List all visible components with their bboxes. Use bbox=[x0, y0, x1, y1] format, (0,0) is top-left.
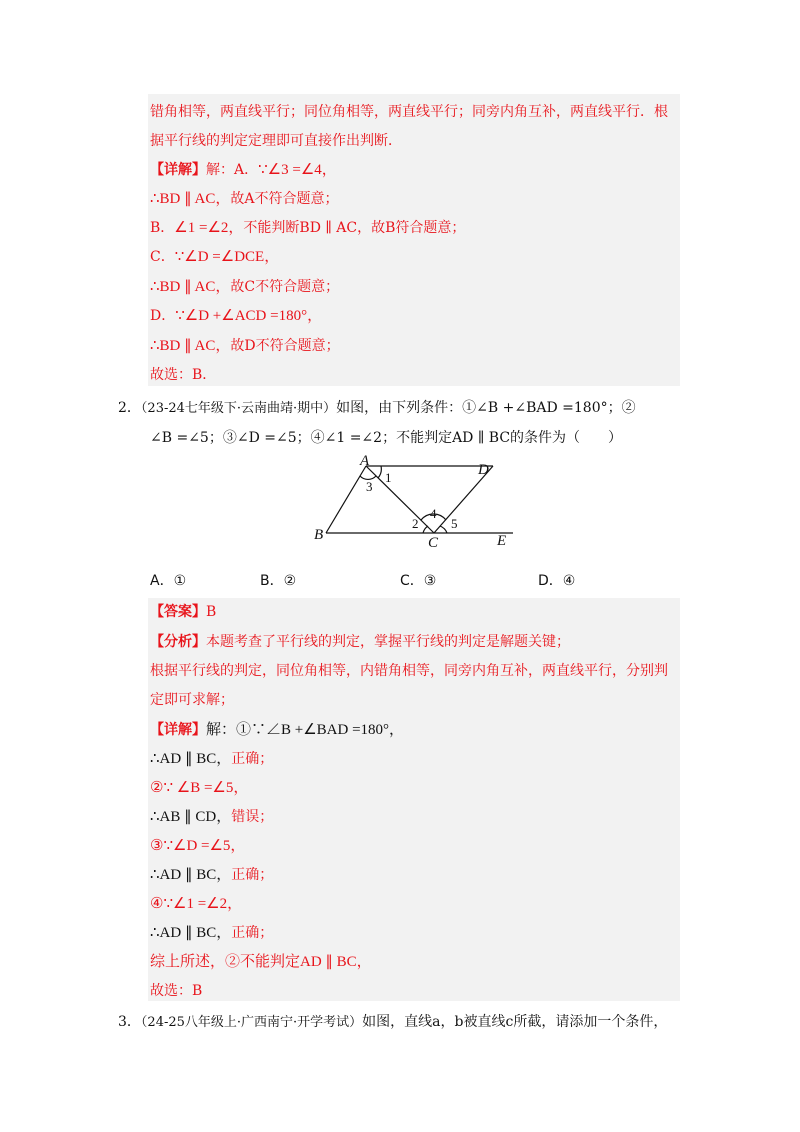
label-2: 2 bbox=[412, 516, 419, 531]
q2-conclusion-3: ∴AD ∥ BC，正确； bbox=[150, 867, 274, 883]
q2-source: （23-24七年级下·云南曲靖·期中） bbox=[140, 401, 337, 416]
label-5: 5 bbox=[451, 516, 458, 531]
q2-detail-2: ②∵ ∠B =∠5， bbox=[150, 780, 249, 796]
q2-number: 2． bbox=[118, 400, 141, 416]
q2-analysis-line-1: 【分析】本题考查了平行线的判定，掌握平行线的判定是解题关键； bbox=[150, 634, 570, 650]
label-A: A bbox=[360, 453, 370, 469]
q3-source: （24-25八年级上·广西南宁·开学考试） bbox=[140, 1015, 363, 1030]
q1-c-conclusion: ∴BD ∥ AC，故C不符合题意； bbox=[150, 279, 340, 295]
q2-stem-line-2: ∠B =∠5；③∠D =∠5；④∠1 =∠2；不能判定AD ∥ BC的条件为（ ） bbox=[150, 430, 623, 446]
q1-d-conclusion: ∴BD ∥ AC，故D不符合题意； bbox=[150, 338, 340, 354]
q2-detail-3: ③∵∠D =∠5， bbox=[150, 838, 246, 854]
arc-angle-5 bbox=[440, 526, 447, 533]
q2-answer: 【答案】B bbox=[150, 604, 217, 620]
q2-option-b[interactable]: B．② bbox=[260, 573, 297, 589]
q1-d-condition: D．∵∠D +∠ACD =180°， bbox=[150, 308, 323, 324]
label-1: 1 bbox=[385, 470, 392, 485]
label-E: E bbox=[497, 533, 507, 549]
arc-angle-3 bbox=[360, 476, 376, 479]
q1-choose: 故选：B． bbox=[150, 367, 217, 383]
q2-conclusion-4: ∴AD ∥ BC，正确； bbox=[150, 925, 274, 941]
q2-choose: 故选：B bbox=[150, 983, 203, 999]
q2-detail-4: ④∵∠1 =∠2， bbox=[150, 896, 243, 912]
q1-b-line: B．∠1 =∠2，不能判断BD ∥ AC，故B符合题意； bbox=[150, 220, 466, 236]
label-3: 3 bbox=[366, 479, 373, 494]
label-D: D bbox=[478, 462, 489, 478]
q2-analysis-line-2: 根据平行线的判定，同位角相等，内错角相等，同旁内角互补，两直线平行，分别判 bbox=[150, 663, 668, 679]
q2-summary: 综上所述，②不能判定AD ∥ BC， bbox=[150, 954, 372, 970]
label-C: C bbox=[428, 535, 439, 551]
label-4: 4 bbox=[430, 506, 437, 521]
segment-AB bbox=[326, 466, 366, 533]
q2-detail-1: 【详解】解：①∵∠B +∠BAD =180°， bbox=[150, 722, 405, 738]
q1-c-condition: C．∵∠D =∠DCE， bbox=[150, 249, 280, 265]
q2-stem-line-1: 2．（23-24七年级下·云南曲靖·期中）如图，由下列条件：①∠B +∠BAD =180°；② bbox=[118, 400, 636, 416]
q1-detail-intro: 【详解】解：A．∵∠3 =∠4， bbox=[150, 162, 337, 178]
q2-conclusion-1: ∴AD ∥ BC，正确； bbox=[150, 751, 274, 767]
arc-angle-4 bbox=[421, 514, 446, 520]
q2-option-d[interactable]: D．④ bbox=[538, 573, 576, 589]
segment-DC bbox=[434, 466, 493, 533]
q2-analysis-line-3: 定即可求解； bbox=[150, 692, 234, 708]
q1-solution-line-1: 错角相等，两直线平行；同位角相等，两直线平行；同旁内角互补，两直线平行．根 bbox=[150, 104, 668, 120]
arc-angle-2 bbox=[423, 526, 428, 533]
q1-solution-line-2: 据平行线的判定定理即可直接作出判断． bbox=[150, 133, 402, 149]
q1-a-conclusion: ∴BD ∥ AC，故A不符合题意； bbox=[150, 191, 339, 207]
q3-stem: 3．（24-25八年级上·广西南宁·开学考试）如图，直线a，b被直线c所截，请添加一个条件， bbox=[118, 1014, 668, 1030]
label-B: B bbox=[314, 527, 324, 543]
arc-angle-1 bbox=[378, 466, 381, 478]
q2-option-c[interactable]: C．③ bbox=[400, 573, 437, 589]
q3-number: 3． bbox=[118, 1014, 141, 1030]
segment-AC bbox=[366, 466, 434, 533]
q2-option-a[interactable]: A．① bbox=[150, 573, 187, 589]
q2-conclusion-2: ∴AB ∥ CD，错误； bbox=[150, 809, 274, 825]
